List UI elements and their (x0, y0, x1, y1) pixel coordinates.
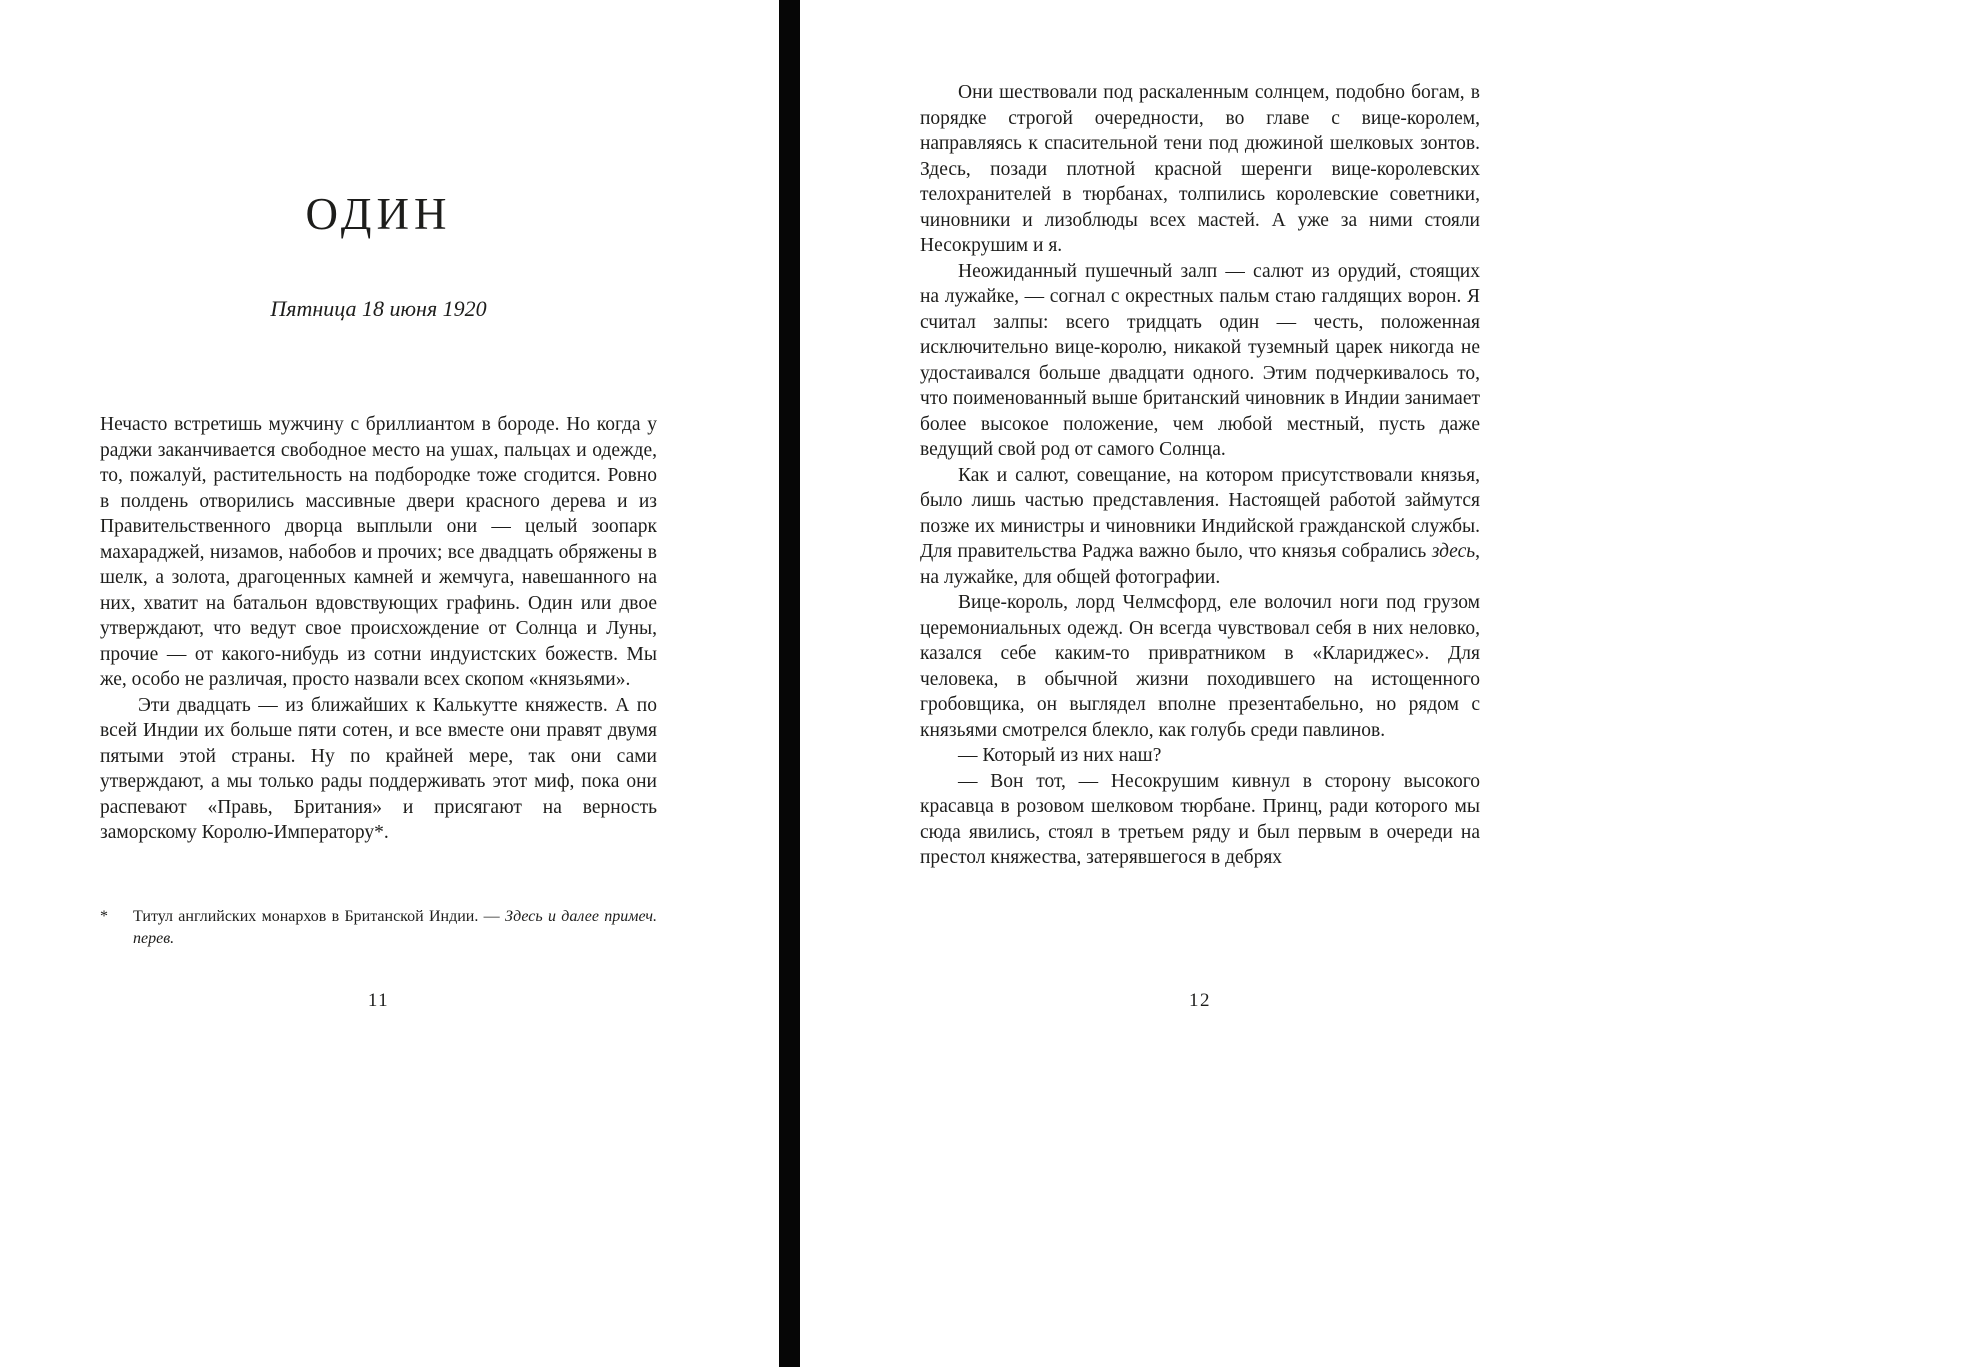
footnote-marker: * (100, 908, 108, 925)
chapter-title: ОДИН (305, 189, 452, 239)
paragraph-segment: Как и салют, совещание, на котором присутствовали князья, было лишь частью представления. Настоящей работой займутся позже их министры и чиновники Индийской гражданской службы. Для правительства Раджа важно было, что князья собрались (920, 464, 1480, 562)
right-page-body (920, 80, 1480, 871)
paragraph-segment-italic: здесь (1431, 541, 1476, 562)
page-divider (779, 0, 800, 1367)
page-number-right: 12 (1189, 990, 1211, 1011)
page-number-left: 11 (367, 990, 390, 1011)
left-page (100, 0, 657, 1367)
footnote-text (133, 906, 657, 949)
paragraph-segment: , на лужайке, для общей фотографии. (920, 541, 1480, 588)
footnote-text-regular: Титул английских монархов в Британской Индии. — (133, 908, 505, 925)
dialog-line: — Который из них наш? (958, 745, 1162, 766)
paragraph: Эти двадцать — из ближайших к Калькутте княжеств. А по всей Индии их больше пяти сотен, и все вместе они правят двумя пятыми этой страны. Ну по крайней мере, так они сами утверждают, а мы только рады поддерживать этот миф, пока они распевают «Правь, Британия» и присягают на верность заморскому Королю-Императору*. (100, 694, 657, 843)
chapter-date-subtitle: Пятница 18 июня 1920 (270, 296, 487, 321)
paragraph: Нечасто встретишь мужчину с бриллиантом в бороде. Но когда у раджи заканчивается свободное место на ушах, пальцах и одежде, то, пожалуй, растительность на подбородке тоже сгодится. Ровно в полдень отворились массивные двери красного дерева и из Правительственного дворца выплыли они — целый зоопарк махараджей, низамов, набобов и прочих; все двадцать обряжены в шелк, а золота, драгоценных камней и жемчуга, навешанного на них, хватит на батальон вдовствующих графинь. Один или двое утверждают, что ведут свое происхождение от Солнца и Луны, прочие — от какого-нибудь из сотни индуистских божеств. Мы же, особо не различая, просто назвали всех скопом «князьями». (100, 414, 657, 690)
right-page (920, 0, 1480, 1367)
paragraph: Вице-король, лорд Челмсфорд, еле волочил ноги под грузом церемониальных одежд. Он всегда чувствовал себя в них неловко, казался себе каким-то привратником в «Клариджес». Для человека, в обычной жизни походившего на истощенного гробовщика, он выглядел вполне презентабельно, но рядом с князьями смотрелся блекло, как голубь среди павлинов. (920, 592, 1480, 741)
left-page-body (100, 412, 657, 846)
footnote-text-italic: Здесь и далее примеч. перев. (133, 908, 657, 947)
dialog-line: — Вон тот, — Несокрушим кивнул в сторону высокого красавца в розовом шелковом тюрбане. Принц, ради которого мы сюда явились, стоял в третьем ряду и был первым в очереди на престол княжества, затерявшегося в дебрях (920, 770, 1480, 868)
paragraph (920, 463, 1480, 591)
paragraph: Неожиданный пушечный залп — салют из орудий, стоящих на лужайке, — согнал с окрестных пальм стаю галдящих ворон. Я считал залпы: всего тридцать один — честь, положенная исключительно вице-королю, никакой туземный царек никогда не удостаивался больше двадцати одного. Этим подчеркивалось то, что поименованный выше британский чиновник в Индии занимает более высокое положение, чем любой местный, пусть даже ведущий свой род от самого Солнца. (920, 260, 1480, 460)
footnote (100, 906, 657, 949)
paragraph: Они шествовали под раскаленным солнцем, подобно богам, в порядке строгой очередности, во главе с вице-королем, направляясь к спасительной тени под дюжиной шелковых зонтов. Здесь, позади плотной красной шеренги вице-королевских телохранителей в тюрбанах, толпились королевские советники, чиновники и лизоблюды всех мастей. А уже за ними стояли Несокрушим и я. (920, 82, 1480, 256)
